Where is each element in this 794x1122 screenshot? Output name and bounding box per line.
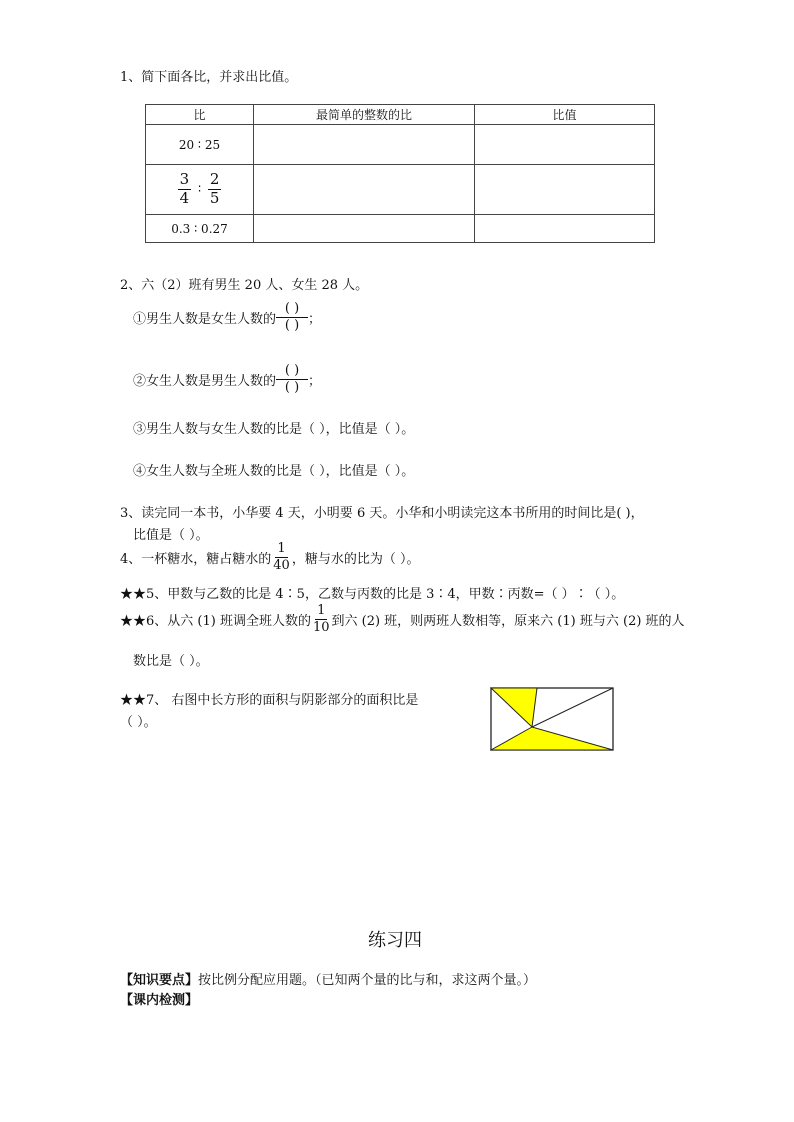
table-header: 比值 (475, 105, 655, 125)
fraction (271, 542, 292, 572)
q2-sub1-suffix: ； (308, 311, 322, 327)
table-cell-ratio: 20 ∶ 25 (146, 125, 254, 165)
section-title: 练习四 (368, 930, 422, 951)
table-cell-ratio: 0.3 ∶ 0.27 (146, 215, 254, 243)
rectangle-figure (490, 687, 614, 751)
q5: ★★5、甲数与乙数的比是 4∶5，乙数与丙数的比是 3∶4，甲数∶丙数=（ ）∶（ ）。 (120, 587, 625, 602)
blank-numerator: ( ) (276, 364, 308, 380)
q2-sub2-text: ②女生人数是男生人数的 (133, 373, 277, 389)
table-cell-simplest[interactable] (254, 125, 475, 165)
fraction-denominator: 5 (209, 189, 220, 207)
q3-line1: 3、读完同一本书，小华要 4 天，小明要 6 天。小华和小明读完这本书所用的时间比是( )， (120, 506, 644, 521)
q2-sub2 (133, 364, 321, 394)
key-points (120, 969, 536, 988)
q4-text: 4、一杯糖水，糖占糖水的 (120, 551, 272, 567)
table-header-row (146, 105, 655, 125)
fraction-numerator: 1 (317, 603, 326, 618)
q2-sub4: ④女生人数与全班人数的比是（ ），比值是（ ）。 (133, 464, 415, 479)
fraction-denominator: 4 (179, 189, 190, 207)
q2-sub1 (133, 302, 321, 332)
in-class-check-label: 【课内检测】 (120, 993, 199, 1008)
blank-fraction[interactable] (276, 302, 308, 332)
q4 (120, 542, 419, 572)
table-cell-ratio (146, 165, 254, 215)
table-cell-value[interactable] (475, 215, 655, 243)
blank-denominator: ( ) (284, 379, 300, 395)
q6-text: ★★6、从六 (1) 班调全班人数的 (120, 613, 311, 629)
q2-sub2-suffix: ； (308, 373, 322, 389)
fraction-numerator: 3 (179, 170, 190, 189)
fraction (178, 172, 192, 207)
in-class-check (120, 989, 198, 1008)
fraction (311, 604, 332, 634)
blank-numerator: ( ) (276, 302, 308, 318)
fraction (208, 172, 222, 207)
table-cell-simplest[interactable] (254, 165, 475, 215)
q2-sub1-text: ①男生人数是女生人数的 (133, 311, 277, 327)
table-cell-value[interactable] (475, 125, 655, 165)
fraction-numerator: 1 (277, 541, 286, 556)
q4-suffix: ，糖与水的比为（ ）。 (291, 551, 420, 567)
q6-line2: 数比是（ ）。 (133, 654, 209, 669)
fraction-numerator: 2 (209, 170, 220, 189)
key-points-text: 按比例分配应用题。（已知两个量的比与和，求这两个量。） (198, 973, 537, 988)
q2-sub3: ③男生人数与女生人数的比是（ ），比值是（ ）。 (133, 422, 415, 437)
q7-line1: ★★7、 右图中长方形的面积与阴影部分的面积比是 (120, 693, 419, 708)
ratio-table (145, 104, 655, 243)
table-header: 最简单的整数的比 (254, 105, 475, 125)
q1-title: 1、简下面各比，并求出比值。 (120, 70, 298, 85)
table-row (146, 125, 655, 165)
blank-fraction[interactable] (276, 364, 308, 394)
q7-line2: （ ）。 (120, 715, 157, 730)
table-cell-value[interactable] (475, 165, 655, 215)
q6-suffix: 到六 (2) 班，则两班人数相等，原来六 (1) 班与六 (2) 班的人 (331, 613, 685, 629)
table-header: 比 (146, 105, 254, 125)
q6-line1 (120, 604, 685, 634)
fraction-denominator: 10 (312, 619, 330, 635)
blank-denominator: ( ) (284, 317, 300, 333)
table-cell-simplest[interactable] (254, 215, 475, 243)
q2-title: 2、六（2）班有男生 20 人、女生 28 人。 (120, 278, 369, 293)
fraction-denominator: 40 (273, 557, 290, 573)
table-row (146, 165, 655, 215)
key-points-label: 【知识要点】 (120, 973, 199, 988)
table-row (146, 215, 655, 243)
ratio-separator: ∶ (197, 182, 202, 196)
q3-line2: 比值是（ ）。 (133, 528, 209, 543)
